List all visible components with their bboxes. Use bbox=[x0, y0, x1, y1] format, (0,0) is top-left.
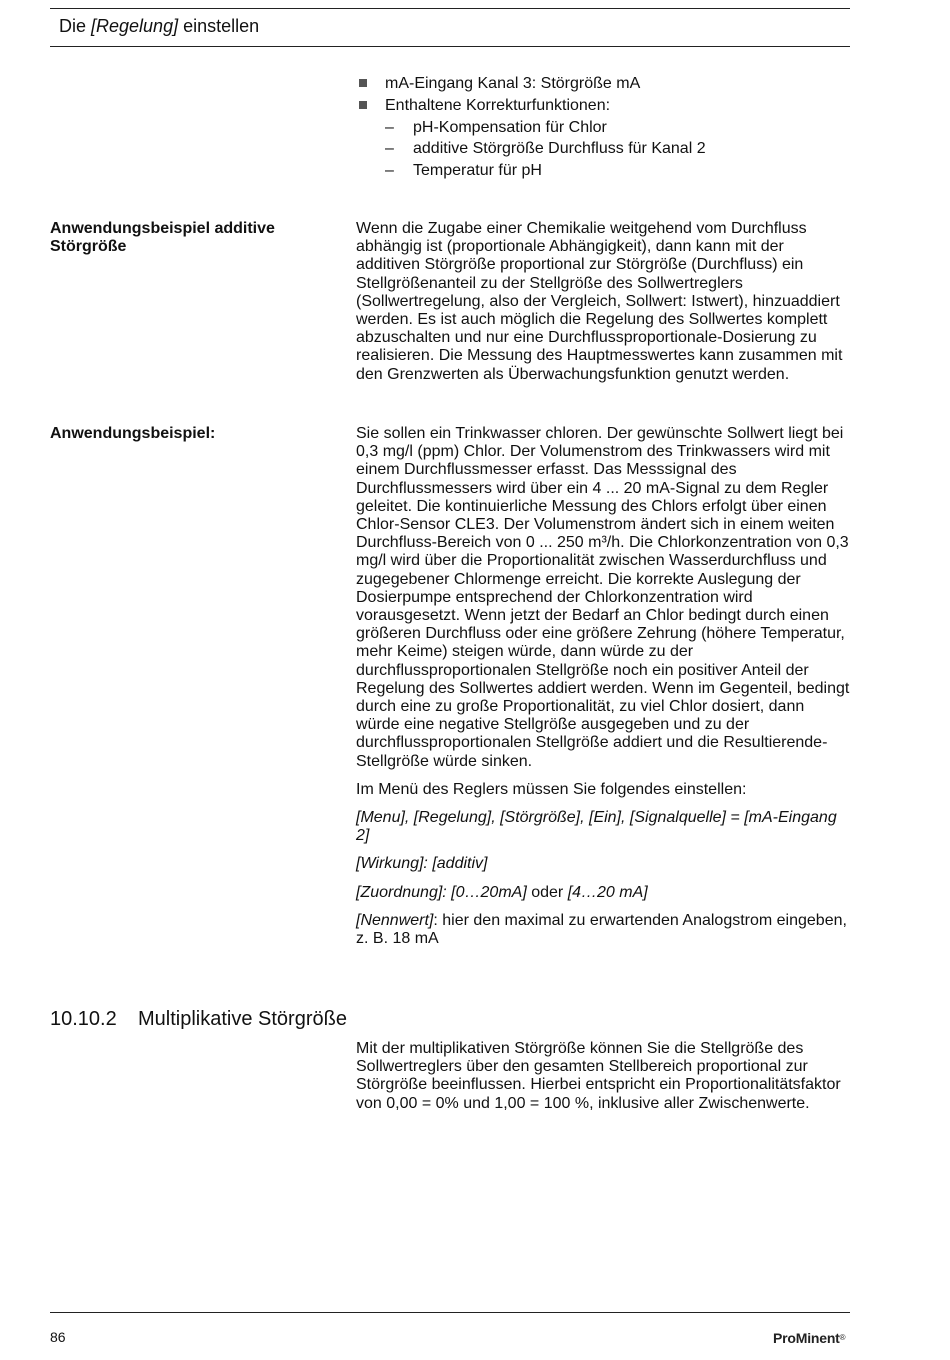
page-title: Die [Regelung] einstellen bbox=[59, 16, 260, 36]
additive-example-text: Wenn die Zugabe einer Chemikalie weitgehend vom Durchfluss abhängig ist (proportionale Abhängigkeit), dann kann mit der additiven Störgröße proportional zur Störgröße (Durchfluss) ein Stellgrößenanteil zu der Stellgröße des Sollwertreglers (Sollwertregelung, also der Vergleich, Sollwert: Istwert), hinzuaddiert werden. Es ist auch möglich die Regelung des Sollwertes komplett abzuschalten und nur eine Durchflussproportionale-Dosierung zu realisieren. Die Messung des Hauptmesswertes kann zusammen mit den Grenzwerten als Überwachungsfunktion genutzt werden. bbox=[356, 220, 843, 383]
page-number: 86 bbox=[50, 1329, 66, 1345]
section-title: Multiplikative Störgröße bbox=[138, 1008, 347, 1030]
example-text-block bbox=[356, 425, 852, 948]
side-heading-example: Anwendungsbeispiel: bbox=[50, 425, 216, 442]
sub-bullet-item: – pH-Kompensation für Chlor bbox=[359, 117, 839, 139]
zuordnung-setting: [Zuordnung]: [0…20mA] oder [4…20 mA] bbox=[356, 883, 648, 901]
section-heading bbox=[50, 1007, 347, 1031]
sub-bullet-item: – additive Störgröße Durchfluss für Kanal 2 bbox=[359, 138, 839, 160]
header-top-rule bbox=[50, 8, 850, 9]
footer-rule bbox=[50, 1312, 850, 1313]
menu-intro: Im Menü des Reglers müssen Sie folgendes einstellen: bbox=[356, 780, 747, 798]
intro-bullet-list bbox=[359, 73, 839, 182]
nennwert-setting: [Nennwert]: hier den maximal zu erwartenden Analogstrom eingeben, z. B. 18 mA bbox=[356, 911, 847, 948]
square-bullet-icon bbox=[359, 101, 367, 109]
brand-logo: ProMinent® bbox=[773, 1330, 846, 1346]
example-paragraph: Sie sollen ein Trinkwasser chloren. Der gewünschte Sollwert liegt bei 0,3 mg/l (ppm) Chlor. Der Volumenstrom des Trinkwassers wird mit einem Durchflussmesser erfasst. Das Messsignal des Durchflussmessers wird über ein 4 ... 20 mA-Signal zu dem Regler geleitet. Die kontinuierliche Messung des Chlors erfolgt über einen Chlor-Sensor CLE3. Der Volumenstrom ändert sich in einem weiten Durchfluss-Bereich von 0 ... 250 m³/h. Die Chlorkonzentration von 0,3 mg/l wird über die Proportionalität zwischen Wasserdurchfluss und zugegebener Chlormenge erreicht. Die korrekte Auslegung der Dosierpumpe entsprechend der Chlorkonzentration wird vorausgesetzt. Wenn jetzt der Bedarf an Chlor bedingt durch einen größeren Durchfluss oder eine größere Zehrung (höhere Temperatur, mehr Keime) steigen würde, dann würde zu der durchflussproportionalen Stellgröße noch ein positiver Anteil der Regelung des Sollwertes addiert werden. Wenn im Gegenteil, bedingt durch eine zu große Proportionalität, zu viel Chlor dosiert, dann würde eine negative Stellgröße ausgegeben und zu der durchflussproportionalen Stellgröße addiert und die Resultierende-Stellgröße würde sinken. bbox=[356, 425, 850, 770]
square-bullet-icon bbox=[359, 79, 367, 87]
dash-bullet-icon: – bbox=[385, 118, 394, 136]
bullet-item: Enthaltene Korrekturfunktionen: bbox=[359, 95, 839, 117]
side-heading-additive-example: Anwendungsbeispiel additive Störgröße bbox=[50, 220, 275, 255]
section-number: 10.10.2 bbox=[50, 1008, 117, 1030]
menu-path: [Menu], [Regelung], [Störgröße], [Ein], [Signalquelle] = [mA-Eingang 2] bbox=[356, 809, 837, 845]
wirkung-setting: [Wirkung]: [additiv] bbox=[356, 855, 488, 873]
header-bottom-rule bbox=[50, 46, 850, 47]
dash-bullet-icon: – bbox=[385, 162, 394, 180]
bullet-item: mA-Eingang Kanal 3: Störgröße mA bbox=[359, 73, 839, 95]
section-text: Mit der multiplikativen Störgröße können Sie die Stellgröße des Sollwertreglers über den gesamten Stellbereich proportional zur Störgröße beeinflussen. Hierbei entspricht ein Proportionalitätsfaktor von 0,00 = 0% und 1,00 = 100 %, inklusive aller Zwischenwerte. bbox=[356, 1040, 841, 1112]
sub-bullet-item: – Temperatur für pH bbox=[359, 160, 839, 182]
dash-bullet-icon: – bbox=[385, 140, 394, 158]
